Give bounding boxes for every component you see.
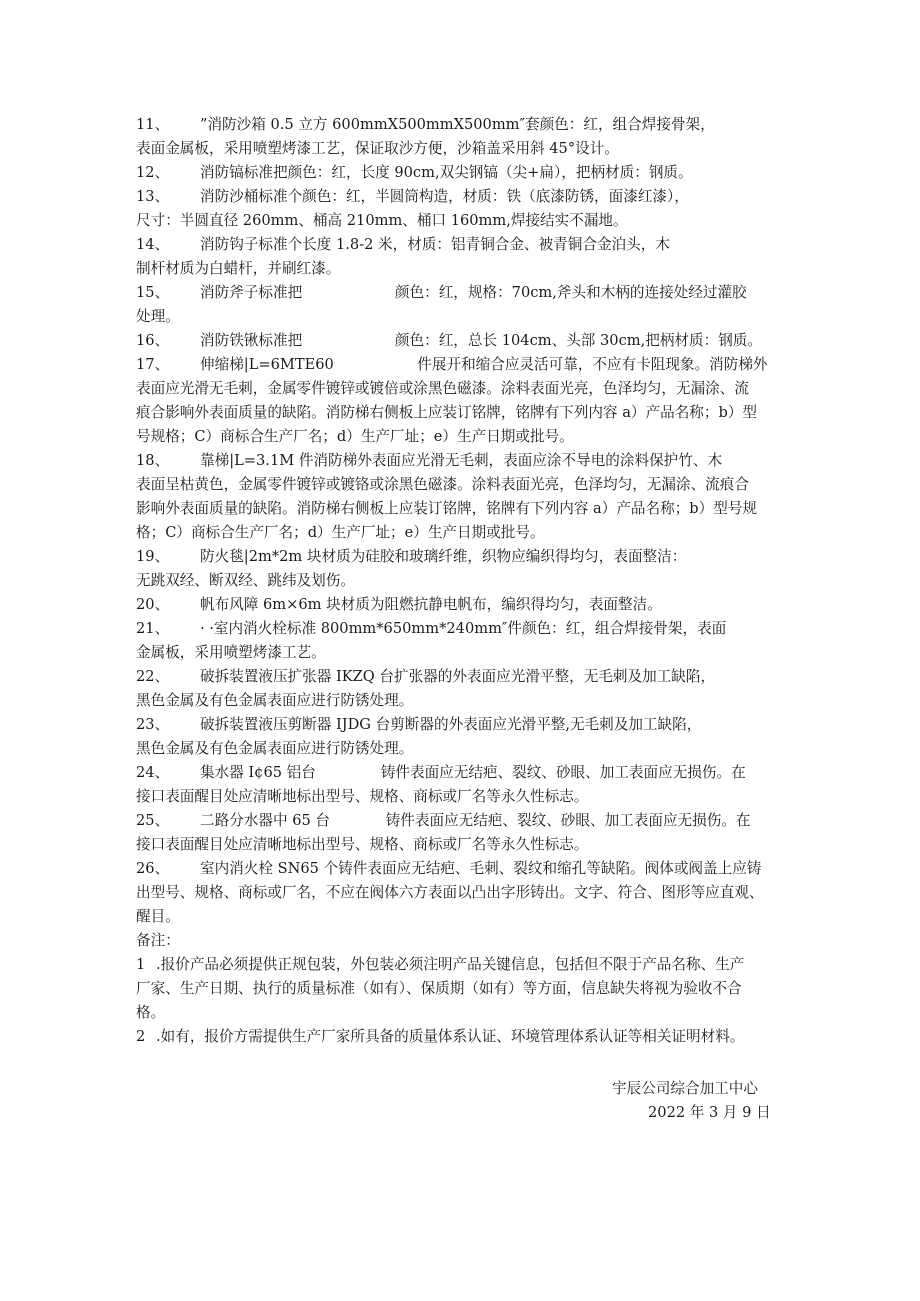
item-18-line-2: 表面呈枯黄色，金属零件镀锌或镀铬或涂黑色磁漆。涂料表面光亮，色泽均匀，无漏涂、流痕合 [136,476,749,493]
item-21-line-1: 21、 · ·室内消火栓标准 800mm*650mm*240mm″件颜色：红，组合焊接骨架，表面 [136,620,727,637]
item-17-line-2: 表面应光滑无毛刺，金属零件镀锌或镀倍或涂黑色磁漆。涂料表面光亮，色泽均匀，无漏涂、流 [136,380,749,397]
item-18-line-1: 18、 靠梯|L=3.1M 件消防梯外表面应光滑无毛刺，表面应涂不导电的涂料保护竹、木 [136,452,723,469]
item-24-line-1: 24、 集水器 I¢65 铝台 铸件表面应无结疤、裂纹、砂眼、加工表面应无损伤。在 [136,764,746,781]
remark-1-line-3: 格。 [136,1004,166,1021]
item-26-line-2: 出型号、规格、商标或厂名，不应在阀体六方表面以凸出字形铸出。文字、符合、图形等应直观、 [136,884,764,901]
item-number: 16、 [136,332,170,349]
remark-2-line-1: 2 .如有，报价方需提供生产厂家所具备的质量体系认证、环境管理体系认证等相关证明材料。 [136,1028,745,1045]
item-number: 21、 [136,620,170,637]
item-number: 25、 [136,812,170,829]
item-22-line-2: 黑色金属及有色金属表面应进行防锈处理。 [136,692,414,709]
item-number: 11、 [136,116,170,133]
item-number: 17、 [136,356,170,373]
item-25-line-2: 接口表面醒目处应清晰地标出型号、规格、商标或厂名等永久性标志。 [136,836,589,853]
item-23-line-2: 黑色金属及有色金属表面应进行防锈处理。 [136,740,414,757]
item-number: 15、 [136,284,170,301]
remark-number: 2 [136,1028,146,1045]
item-number: 14、 [136,236,170,253]
item-number: 22、 [136,668,170,685]
item-20-line-1: 20、 帆布风障 6m×6m 块材质为阻燃抗静电帆布，编织得均匀，表面整洁。 [136,596,662,613]
item-12-line-1: 12、 消防镐标准把颜色：红，长度 90cm,双尖钢镐（尖+扁），把柄材质：钢质。 [136,164,693,181]
item-25-line-1: 25、 二路分水器中 65 台 铸件表面应无结疤、裂纹、砂眼、加工表面应无损伤。在 [136,812,751,829]
item-24-line-2: 接口表面醒目处应清晰地标出型号、规格、商标或厂名等永久性标志。 [136,788,589,805]
item-13-line-2: 尺寸：半圆直径 260mm、桶高 210mm、桶口 160mm,焊接结实不漏地。 [136,212,628,229]
item-14-line-2: 制杆材质为白蜡杆，并刷红漆。 [136,260,341,277]
item-number: 12、 [136,164,170,181]
signature-org: 宇辰公司综合加工中心 [612,1080,758,1097]
item-16-line-1: 16、 消防铁锹标准把 颜色：红，总长 104cm、头部 30cm,把柄材质：钢质。 [136,332,762,349]
item-number: 26、 [136,860,170,877]
item-11-line-2: 表面金属板，采用喷塑烤漆工艺，保证取沙方便，沙箱盖采用斜 45°设计。 [136,140,619,157]
remarks-label: 备注： [136,932,180,949]
item-23-line-1: 23、 破拆装置液压剪断器 IJDG 台剪断器的外表面应光滑平整,无毛刺及加工缺陷， [136,716,702,733]
remark-1-line-1: 1 .报价产品必须提供正规包装，外包装必须注明产品关键信息，包括但不限于产品名称、生产 [136,956,745,973]
item-number: 13、 [136,188,170,205]
remark-number: 1 [136,956,146,973]
item-15-line-1: 15、 消防斧子标准把 颜色：红，规格：70cm,斧头和木柄的连接处经过灌胶 [136,284,747,301]
item-17-line-3: 痕合影响外表面质量的缺陷。消防梯右侧板上应装订铭牌，铭牌有下列内容 a）产品名称；b）型 [136,404,758,421]
item-13-line-1: 13、 消防沙桶标准个颜色：红，半圆筒构造，材质：铁（底漆防锈，面漆红漆）， [136,188,689,205]
item-26-line-1: 26、 室内消火栓 SN65 个铸件表面应无结疤、毛刺、裂纹和缩孔等缺陷。阀体或阀盖上应铸 [136,860,762,877]
item-26-line-3: 醒目。 [136,908,180,925]
remark-1-line-2: 厂家、生产日期、执行的质量标准（如有）、保质期（如有）等方面，信息缺失将视为验收不合 [136,980,742,997]
item-17-line-4: 号规格；C）商标合生产厂名；d）生产厂址；e）生产日期或批号。 [136,428,574,445]
item-22-line-1: 22、 破拆装置液压扩张器 IKZQ 台扩张器的外表面应光滑平整，无毛刺及加工缺陷， [136,668,716,685]
item-number: 20、 [136,596,170,613]
item-17-line-1: 17、 伸缩梯|L=6MTE60 件展开和缩合应灵活可靠，不应有卡阻现象。消防梯外 [136,356,768,373]
item-number: 19、 [136,548,170,565]
item-19-line-2: 无跳双经、断双经、跳纬及划伤。 [136,572,355,589]
item-14-line-1: 14、 消防钩子标准个长度 1.8-2 米，材质：铝青铜合金、被青铜合金泊头，木 [136,236,670,253]
item-15-line-2: 处理。 [136,308,180,325]
item-18-line-3: 影响外表面质量的缺陷。消防梯右侧板上应装订铭牌，铭牌有下列内容 a）产品名称；b）型号规 [136,500,758,517]
item-number: 18、 [136,452,170,469]
item-21-line-2: 金属板，采用喷塑烤漆工艺。 [136,644,326,661]
item-11-line-1: 11、 ”消防沙箱 0.5 立方 600mmX500mmX500mm″套颜色：红，组合焊接骨架， [136,116,715,133]
signature-date: 2022 年 3 月 9 日 [648,1104,771,1121]
item-number: 24、 [136,764,170,781]
item-19-line-1: 19、 防火毯|2m*2m 块材质为硅胶和玻璃纤维，织物应编织得均匀，表面整洁： [136,548,687,565]
item-number: 23、 [136,716,170,733]
item-18-line-4: 格；C）商标合生产厂名；d）生产厂址；e）生产日期或批号。 [136,524,545,541]
